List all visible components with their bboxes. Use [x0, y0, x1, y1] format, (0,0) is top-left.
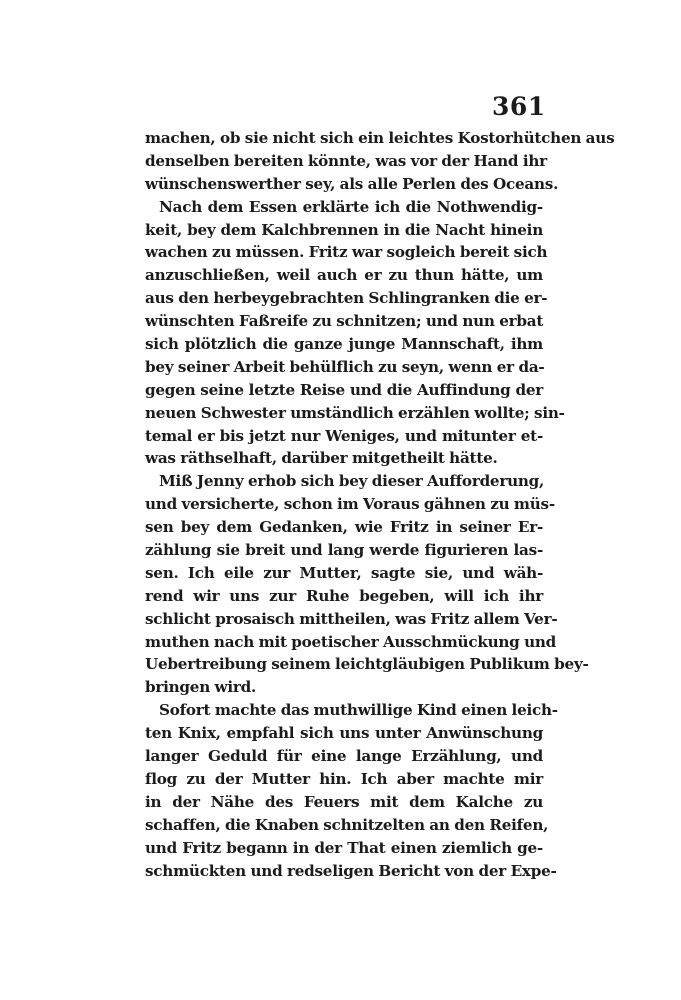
text-line: Uebertreibung seinem leichtgläubigen Publikum bey-	[145, 655, 589, 674]
text-line: schlicht prosaisch mittheilen, was Fritz allem Ver-	[145, 609, 558, 628]
text-line: Miß Jenny erhob sich bey dieser Aufforderung,	[159, 472, 545, 491]
text-line: sen bey dem Gedanken, wie Fritz in seiner Er-	[145, 518, 543, 537]
text-line: neuen Schwester umständlich erzählen wollte; sin-	[145, 403, 565, 422]
text-line: und Fritz begann in der That einen ziemlich ge-	[145, 838, 543, 857]
text-line: Nach dem Essen erklärte ich die Nothwendig-	[159, 197, 543, 216]
text-line: anzuschließen, weil auch er zu thun hätte, um	[145, 266, 543, 285]
page-number: 361	[492, 92, 546, 121]
text-line: wachen zu müssen. Fritz war sogleich bereit sich	[145, 243, 548, 262]
text-line: bringen wird.	[145, 678, 257, 697]
text-line: gegen seine letzte Reise und die Auffindung der	[145, 380, 543, 399]
text-line: was räthselhaft, darüber mitgetheilt hätte.	[145, 449, 498, 468]
text-line: machen, ob sie nicht sich ein leichtes Kostorhütchen aus	[145, 129, 615, 147]
text-line: und versicherte, schon im Voraus gähnen zu müs-	[145, 495, 555, 514]
text-line: keit, bey dem Kalchbrennen in die Nacht hinein	[145, 220, 543, 239]
text-line: bey seiner Arbeit behülflich zu seyn, wenn er da-	[145, 357, 545, 376]
text-line: wünschenswerther sey, als alle Perlen des Oceans.	[145, 174, 559, 193]
text-line: schaffen, die Knaben schnitzelten an den Reifen,	[145, 815, 549, 834]
text-line: sen. Ich eile zur Mutter, sagte sie, und wäh-	[145, 563, 543, 582]
page-body-text	[145, 127, 615, 882]
text-line: denselben bereiten könnte, was vor der Hand ihr	[145, 151, 547, 170]
text-line: zählung sie breit und lang werde figurieren las-	[145, 541, 543, 560]
text-line: schmückten und redseligen Bericht von der Expe-	[145, 861, 557, 880]
text-line: flog zu der Mutter hin. Ich aber machte mir	[145, 769, 543, 788]
text-line: muthen nach mit poetischer Ausschmückung und	[145, 632, 557, 651]
text-line: Sofort machte das muthwillige Kind einen leich-	[159, 701, 558, 720]
text-line: temal er bis jetzt nur Weniges, und mitunter et-	[145, 426, 543, 445]
text-line: wünschten Faßreife zu schnitzen; und nun erbat	[145, 312, 544, 331]
text-line: sich plötzlich die ganze junge Mannschaft, ihm	[145, 335, 543, 354]
text-line: aus den herbeygebrachten Schlingranken die er-	[145, 289, 548, 308]
text-line: ten Knix, empfahl sich uns unter Anwünschung	[145, 724, 543, 743]
text-line: in der Nähe des Feuers mit dem Kalche zu	[145, 792, 543, 811]
text-line: langer Geduld für eine lange Erzählung, und	[145, 747, 543, 766]
text-line: rend wir uns zur Ruhe begeben, will ich ihr	[145, 586, 543, 605]
